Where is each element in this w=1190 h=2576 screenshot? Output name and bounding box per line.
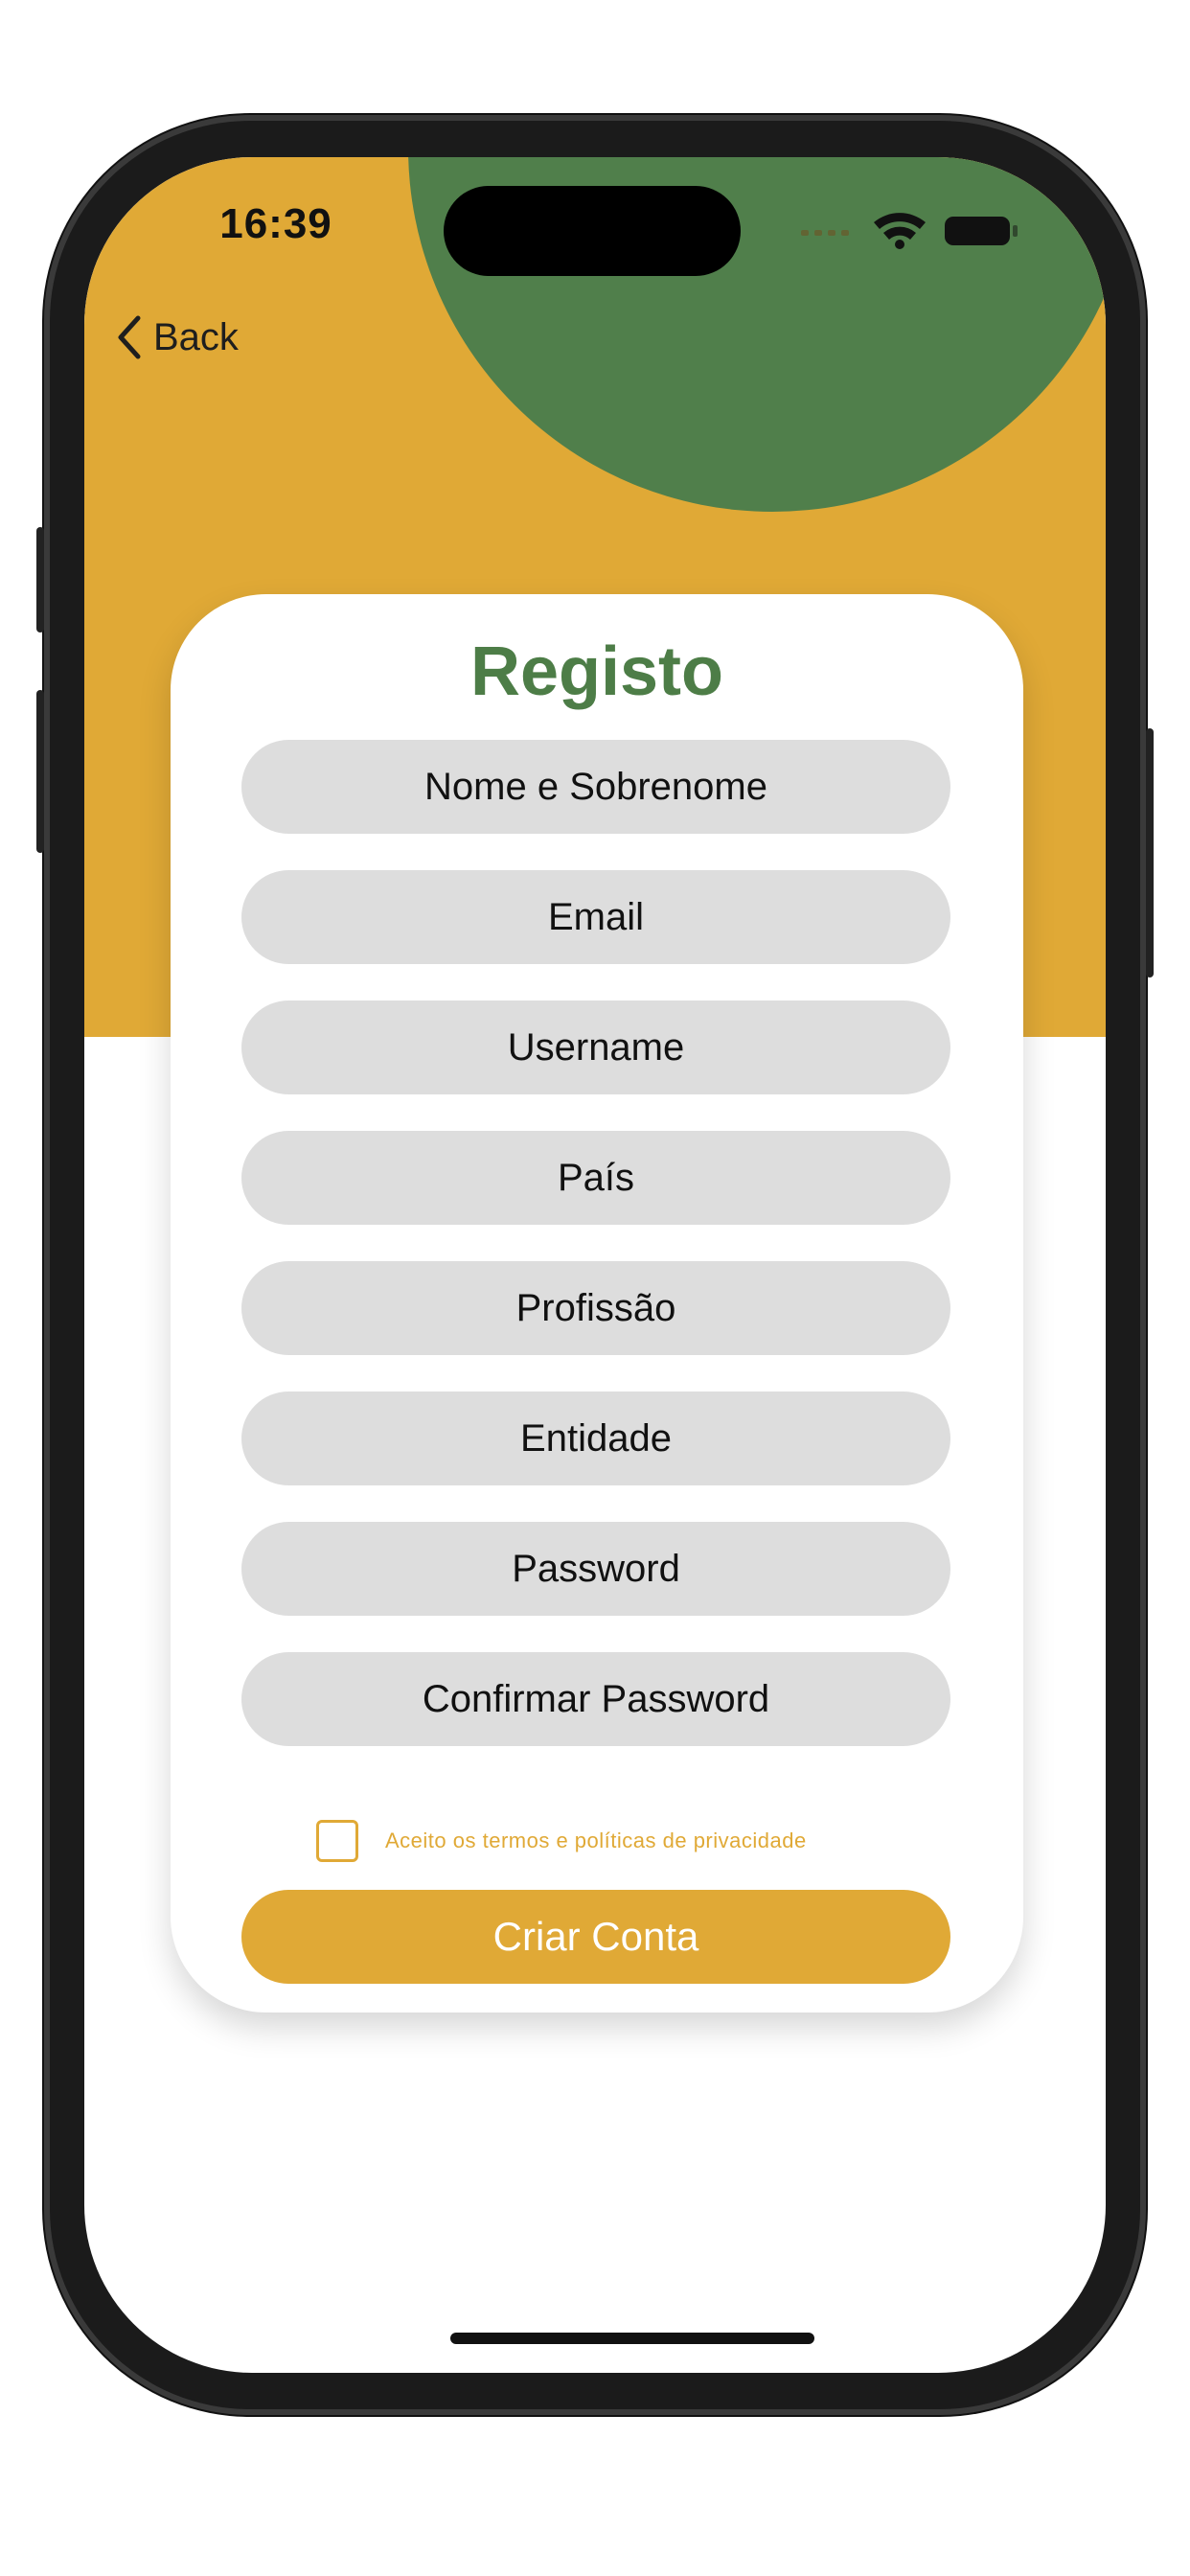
side-button <box>1146 728 1154 978</box>
cellular-signal-icon <box>801 230 849 236</box>
register-card <box>171 594 1023 2012</box>
status-icons <box>801 205 1031 253</box>
chevron-left-icon <box>113 312 144 362</box>
back-label: Back <box>153 315 239 358</box>
terms-row[interactable] <box>316 1817 910 1865</box>
country-input[interactable] <box>241 1131 950 1225</box>
terms-checkbox[interactable] <box>316 1820 358 1862</box>
create-account-button[interactable]: Criar Conta <box>241 1890 950 1984</box>
wifi-icon <box>874 213 926 249</box>
confirm-password-input[interactable] <box>241 1652 950 1746</box>
entity-input[interactable] <box>241 1392 950 1485</box>
home-indicator <box>450 2333 814 2344</box>
username-input[interactable] <box>241 1000 950 1094</box>
back-button[interactable] <box>113 309 239 366</box>
app-screen <box>84 157 1106 2373</box>
side-button <box>36 527 44 632</box>
terms-label: Aceito os termos e políticas de privacidade <box>385 1828 807 1852</box>
profession-input[interactable] <box>241 1261 950 1355</box>
page-title: Registo <box>469 633 724 710</box>
full-name-input[interactable] <box>241 740 950 834</box>
dynamic-island <box>444 186 741 276</box>
email-input[interactable] <box>241 870 950 964</box>
phone-frame <box>44 115 1146 2415</box>
battery-icon <box>945 217 1018 245</box>
password-input[interactable] <box>241 1522 950 1616</box>
status-time: 16:39 <box>219 200 332 247</box>
side-button <box>36 690 44 853</box>
